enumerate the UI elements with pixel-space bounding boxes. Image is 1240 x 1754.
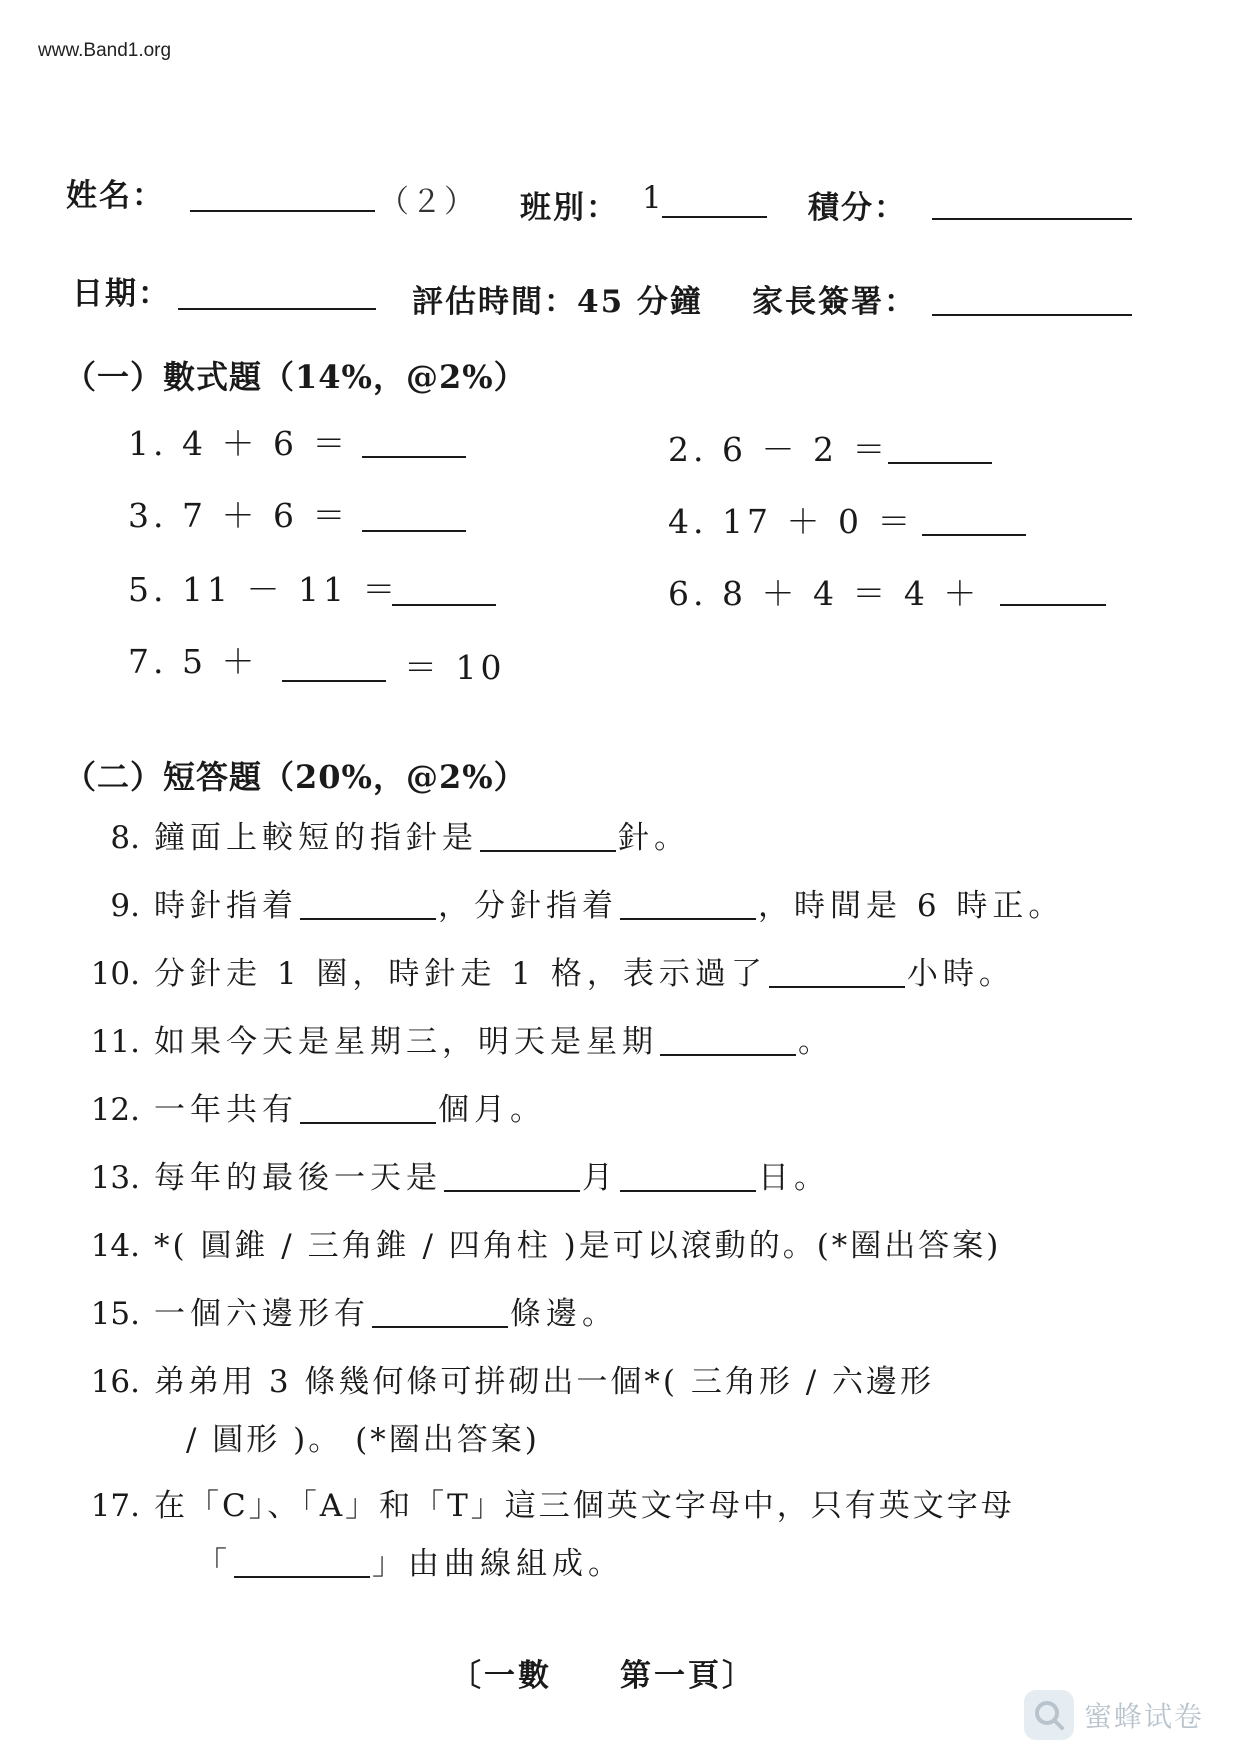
class-blank	[662, 216, 767, 218]
question-8: 8. 鐘面上較短的指針是 針。	[66, 818, 690, 858]
answer-blank	[300, 888, 436, 920]
question-number: 16.	[90, 1364, 140, 1400]
question-17-continued: 「 」由曲線組成。	[196, 1546, 624, 1582]
question-number: 15.	[90, 1296, 140, 1332]
question-15: 15. 一個六邊形有 條邊。	[66, 1294, 618, 1334]
question-4: 4. 17 ＋ 0 ＝	[668, 502, 915, 541]
question-17: 17. 在「C」、「A」和「T」這三個英文字母中，只有英文字母	[66, 1486, 1015, 1526]
question-7-part-a: 7. 5 ＋	[128, 642, 259, 681]
question-number: 8.	[110, 820, 140, 856]
parent-signature-blank	[932, 314, 1132, 316]
site-url: www.Band1.org	[38, 40, 172, 61]
question-16: 16. 弟弟用 3 條幾何條可拼砌出一個*( 三角形 / 六邊形	[66, 1362, 934, 1402]
date-label: 日期：	[72, 276, 171, 312]
answer-3-blank	[362, 530, 466, 532]
answer-4-blank	[922, 534, 1026, 536]
parent-signature-label: 家長簽署：	[752, 284, 917, 320]
page-footer: 〔一數 第一頁〕	[450, 1658, 756, 1694]
question-6: 6. 8 ＋ 4 ＝ 4 ＋	[668, 574, 981, 613]
date-blank	[178, 308, 376, 310]
answer-6-blank	[1000, 604, 1106, 606]
question-number: 9.	[110, 888, 140, 924]
answer-blank	[300, 1092, 436, 1124]
question-9: 9. 時針指着 ，分針指着 ，時間是 6 時正。	[66, 886, 1064, 926]
watermark-text: 蜜蜂试卷	[1083, 1700, 1204, 1733]
question-number: 12.	[90, 1092, 140, 1128]
question-number: 10.	[90, 956, 140, 992]
answer-blank	[234, 1546, 370, 1578]
question-5: 5. 11 － 11 ＝	[128, 570, 400, 609]
class-label: 班別：	[520, 190, 619, 226]
name-label: 姓名：	[66, 178, 165, 214]
answer-blank	[620, 888, 756, 920]
answer-blank	[372, 1296, 508, 1328]
answer-2-blank	[888, 462, 992, 464]
class-value: 1	[642, 180, 664, 216]
question-13: 13. 每年的最後一天是 月 日。	[66, 1158, 830, 1198]
question-1: 1. 4 ＋ 6 ＝	[128, 424, 350, 463]
question-10: 10. 分針走 1 圈，時針走 1 格，表示過了 小時。	[66, 954, 1015, 994]
section1-title: （一）數式題（14%，@2%）	[64, 358, 527, 396]
question-14: 14. *( 圓錐 / 三角錐 / 四角柱 )是可以滾動的。(*圈出答案)	[66, 1226, 1001, 1266]
question-2: 2. 6 － 2 ＝	[668, 430, 890, 469]
score-blank	[932, 218, 1132, 220]
question-number: 17.	[90, 1488, 140, 1524]
question-number: 13.	[90, 1160, 140, 1196]
question-number: 11.	[90, 1024, 140, 1060]
student-number: （２）	[378, 184, 477, 220]
section2-title: （二）短答題（20%，@2%）	[64, 758, 527, 796]
question-16-continued: / 圓形 )。 (*圈出答案)	[186, 1422, 540, 1458]
question-number: 14.	[90, 1228, 140, 1264]
answer-blank	[620, 1160, 756, 1192]
answer-7-blank	[282, 680, 386, 682]
assessment-time: 評估時間：45 分鐘	[412, 284, 703, 320]
answer-blank	[769, 956, 905, 988]
answer-blank	[444, 1160, 580, 1192]
question-11: 11. 如果今天是星期三，明天是星期 。	[66, 1022, 834, 1062]
answer-5-blank	[392, 604, 496, 606]
answer-blank	[660, 1024, 796, 1056]
score-label: 積分：	[808, 190, 907, 226]
question-3: 3. 7 ＋ 6 ＝	[128, 496, 350, 535]
watermark	[1024, 1690, 1204, 1740]
search-icon	[1024, 1690, 1074, 1740]
name-blank	[190, 210, 375, 212]
answer-blank	[480, 820, 616, 852]
question-7-part-b: ＝ 10	[404, 648, 506, 687]
answer-1-blank	[362, 456, 466, 458]
question-12: 12. 一年共有 個月。	[66, 1090, 546, 1130]
